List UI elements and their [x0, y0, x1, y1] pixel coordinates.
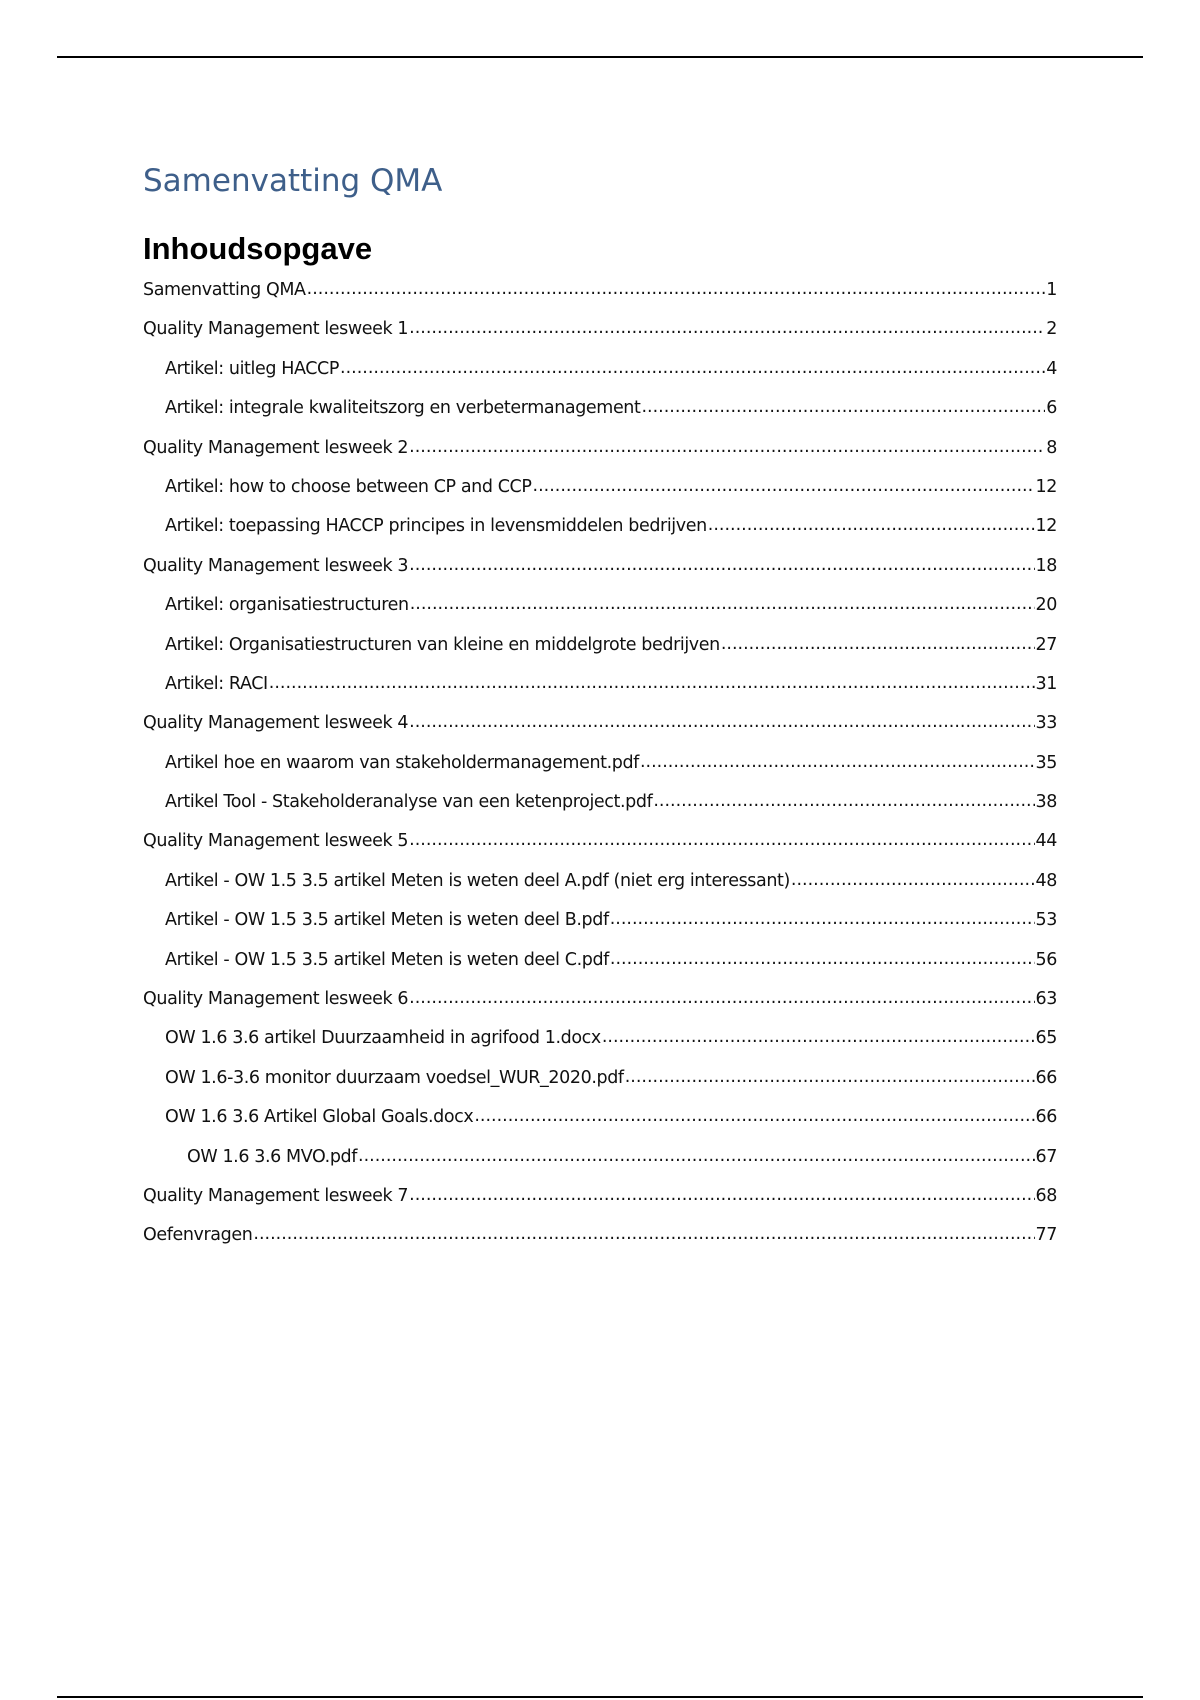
toc-entry-title: OW 1.6-3.6 monitor duurzaam voedsel_WUR_2020.pdf [165, 1067, 624, 1088]
toc-entry-title: OW 1.6 3.6 artikel Duurzaamheid in agrifood 1.docx [165, 1028, 601, 1049]
toc-entry-page-number: 8 [1046, 437, 1057, 458]
toc-entry-page-number: 6 [1046, 398, 1057, 419]
toc-entry[interactable] [143, 1107, 1057, 1146]
toc-dot-leader [307, 279, 1046, 299]
toc-entry[interactable] [143, 359, 1057, 398]
toc-dot-leader [721, 634, 1035, 654]
toc-entry-page-number: 35 [1035, 752, 1057, 773]
toc-entry-page-number: 56 [1035, 949, 1057, 970]
toc-entry-title: Artikel: integrale kwaliteitszorg en verbetermanagement [165, 398, 641, 419]
toc-entry-page-number: 48 [1035, 870, 1057, 891]
toc-entry-page-number: 1 [1046, 280, 1057, 300]
toc-entry[interactable] [143, 595, 1057, 634]
toc-entry-page-number: 66 [1035, 1107, 1057, 1128]
toc-entry-title: Quality Management lesweek 6 [143, 989, 409, 1010]
toc-entry[interactable] [143, 792, 1057, 831]
toc-entry[interactable] [143, 477, 1057, 516]
toc-entry-title: OW 1.6 3.6 Artikel Global Goals.docx [165, 1107, 474, 1128]
toc-dot-leader [409, 318, 1045, 338]
toc-entry[interactable] [143, 950, 1057, 989]
toc-entry-page-number: 27 [1035, 634, 1057, 655]
toc-dot-leader [253, 1224, 1034, 1244]
toc-dot-leader [409, 712, 1034, 732]
toc-dot-leader [653, 791, 1034, 811]
toc-entry[interactable] [143, 280, 1057, 319]
toc-entry-title: Artikel - OW 1.5 3.5 artikel Meten is weten deel B.pdf [165, 910, 609, 931]
toc-dot-leader [409, 1185, 1034, 1205]
toc-entry[interactable] [143, 516, 1057, 555]
toc-entry-title: OW 1.6 3.6 MVO.pdf [187, 1146, 357, 1167]
toc-entry[interactable] [143, 1068, 1057, 1107]
toc-dot-leader [610, 909, 1035, 929]
toc-dot-leader [409, 555, 1034, 575]
toc-dot-leader [340, 358, 1045, 378]
header-rule [57, 56, 1143, 58]
toc-entry-title: Artikel hoe en waarom van stakeholdermanagement.pdf [165, 752, 639, 773]
toc-entry[interactable] [143, 438, 1057, 477]
toc-entry-page-number: 20 [1035, 595, 1057, 616]
toc-entry[interactable] [143, 398, 1057, 437]
toc-dot-leader [409, 830, 1034, 850]
toc-dot-leader [625, 1067, 1035, 1087]
toc-dot-leader [602, 1027, 1035, 1047]
toc-entry-page-number: 44 [1035, 831, 1057, 852]
footer-rule [57, 1696, 1143, 1698]
toc-entry[interactable] [143, 635, 1057, 674]
toc-entry-page-number: 53 [1035, 910, 1057, 931]
toc-entry[interactable] [143, 831, 1057, 870]
toc-entry-page-number: 12 [1035, 516, 1057, 537]
toc-entry-title: Quality Management lesweek 5 [143, 831, 409, 852]
toc-entry-title: Oefenvragen [143, 1225, 253, 1246]
toc-dot-leader [533, 476, 1035, 496]
toc-entry-page-number: 63 [1035, 989, 1057, 1010]
toc-entry-page-number: 2 [1046, 319, 1057, 340]
toc-entry-page-number: 77 [1035, 1225, 1057, 1246]
toc-entry[interactable] [143, 1186, 1057, 1225]
toc-entry[interactable] [143, 1147, 1057, 1186]
toc-heading: Inhoudsopgave [143, 231, 373, 266]
toc-dot-leader [641, 397, 1045, 417]
toc-entry-title: Artikel - OW 1.5 3.5 artikel Meten is weten deel A.pdf (niet erg interessant) [165, 870, 790, 891]
toc-dot-leader [269, 673, 1035, 693]
toc-entry-page-number: 65 [1035, 1028, 1057, 1049]
toc-entry-title: Artikel: uitleg HACCP [165, 358, 340, 379]
toc-entry[interactable] [143, 1028, 1057, 1067]
toc-entry[interactable] [143, 556, 1057, 595]
toc-entry-title: Quality Management lesweek 1 [143, 319, 409, 340]
toc-entry[interactable] [143, 319, 1057, 358]
toc-dot-leader [409, 988, 1034, 1008]
toc-entry-title: Artikel: how to choose between CP and CCP [165, 476, 532, 497]
toc-entry-page-number: 33 [1035, 713, 1057, 734]
toc-entry-title: Artikel: toepassing HACCP principes in levensmiddelen bedrijven [165, 516, 707, 537]
toc-entry-page-number: 67 [1035, 1146, 1057, 1167]
document-title: Samenvatting QMA [143, 163, 443, 199]
toc-entry-page-number: 18 [1035, 555, 1057, 576]
toc-entry[interactable] [143, 1225, 1057, 1264]
toc-entry-page-number: 68 [1035, 1185, 1057, 1206]
toc-entry-title: Artikel: Organisatiestructuren van kleine en middelgrote bedrijven [165, 634, 720, 655]
toc-entry-page-number: 38 [1035, 792, 1057, 813]
toc-dot-leader [474, 1106, 1034, 1126]
toc-entry-title: Quality Management lesweek 4 [143, 713, 409, 734]
toc-entry[interactable] [143, 674, 1057, 713]
toc-entry[interactable] [143, 871, 1057, 910]
toc-dot-leader [410, 594, 1035, 614]
toc-entry-title: Samenvatting QMA [143, 280, 306, 300]
toc-dot-leader [708, 515, 1035, 535]
toc-entry[interactable] [143, 989, 1057, 1028]
toc-entry-title: Artikel - OW 1.5 3.5 artikel Meten is weten deel C.pdf [165, 949, 609, 970]
toc-entry-title: Artikel: organisatiestructuren [165, 595, 409, 616]
toc-entry[interactable] [143, 753, 1057, 792]
table-of-contents [143, 280, 1057, 1265]
toc-entry-page-number: 4 [1046, 358, 1057, 379]
toc-entry-title: Quality Management lesweek 3 [143, 555, 409, 576]
toc-entry-page-number: 66 [1035, 1067, 1057, 1088]
toc-entry-title: Artikel: RACI [165, 673, 268, 694]
toc-dot-leader [791, 870, 1035, 890]
toc-entry-page-number: 12 [1035, 476, 1057, 497]
toc-dot-leader [409, 437, 1045, 457]
toc-entry[interactable] [143, 713, 1057, 752]
toc-entry[interactable] [143, 910, 1057, 949]
toc-dot-leader [640, 752, 1035, 772]
toc-dot-leader [358, 1146, 1035, 1166]
toc-entry-title: Artikel Tool - Stakeholderanalyse van een ketenproject.pdf [165, 792, 653, 813]
toc-entry-title: Quality Management lesweek 2 [143, 437, 409, 458]
toc-entry-page-number: 31 [1035, 673, 1057, 694]
toc-entry-title: Quality Management lesweek 7 [143, 1185, 409, 1206]
toc-dot-leader [610, 949, 1035, 969]
